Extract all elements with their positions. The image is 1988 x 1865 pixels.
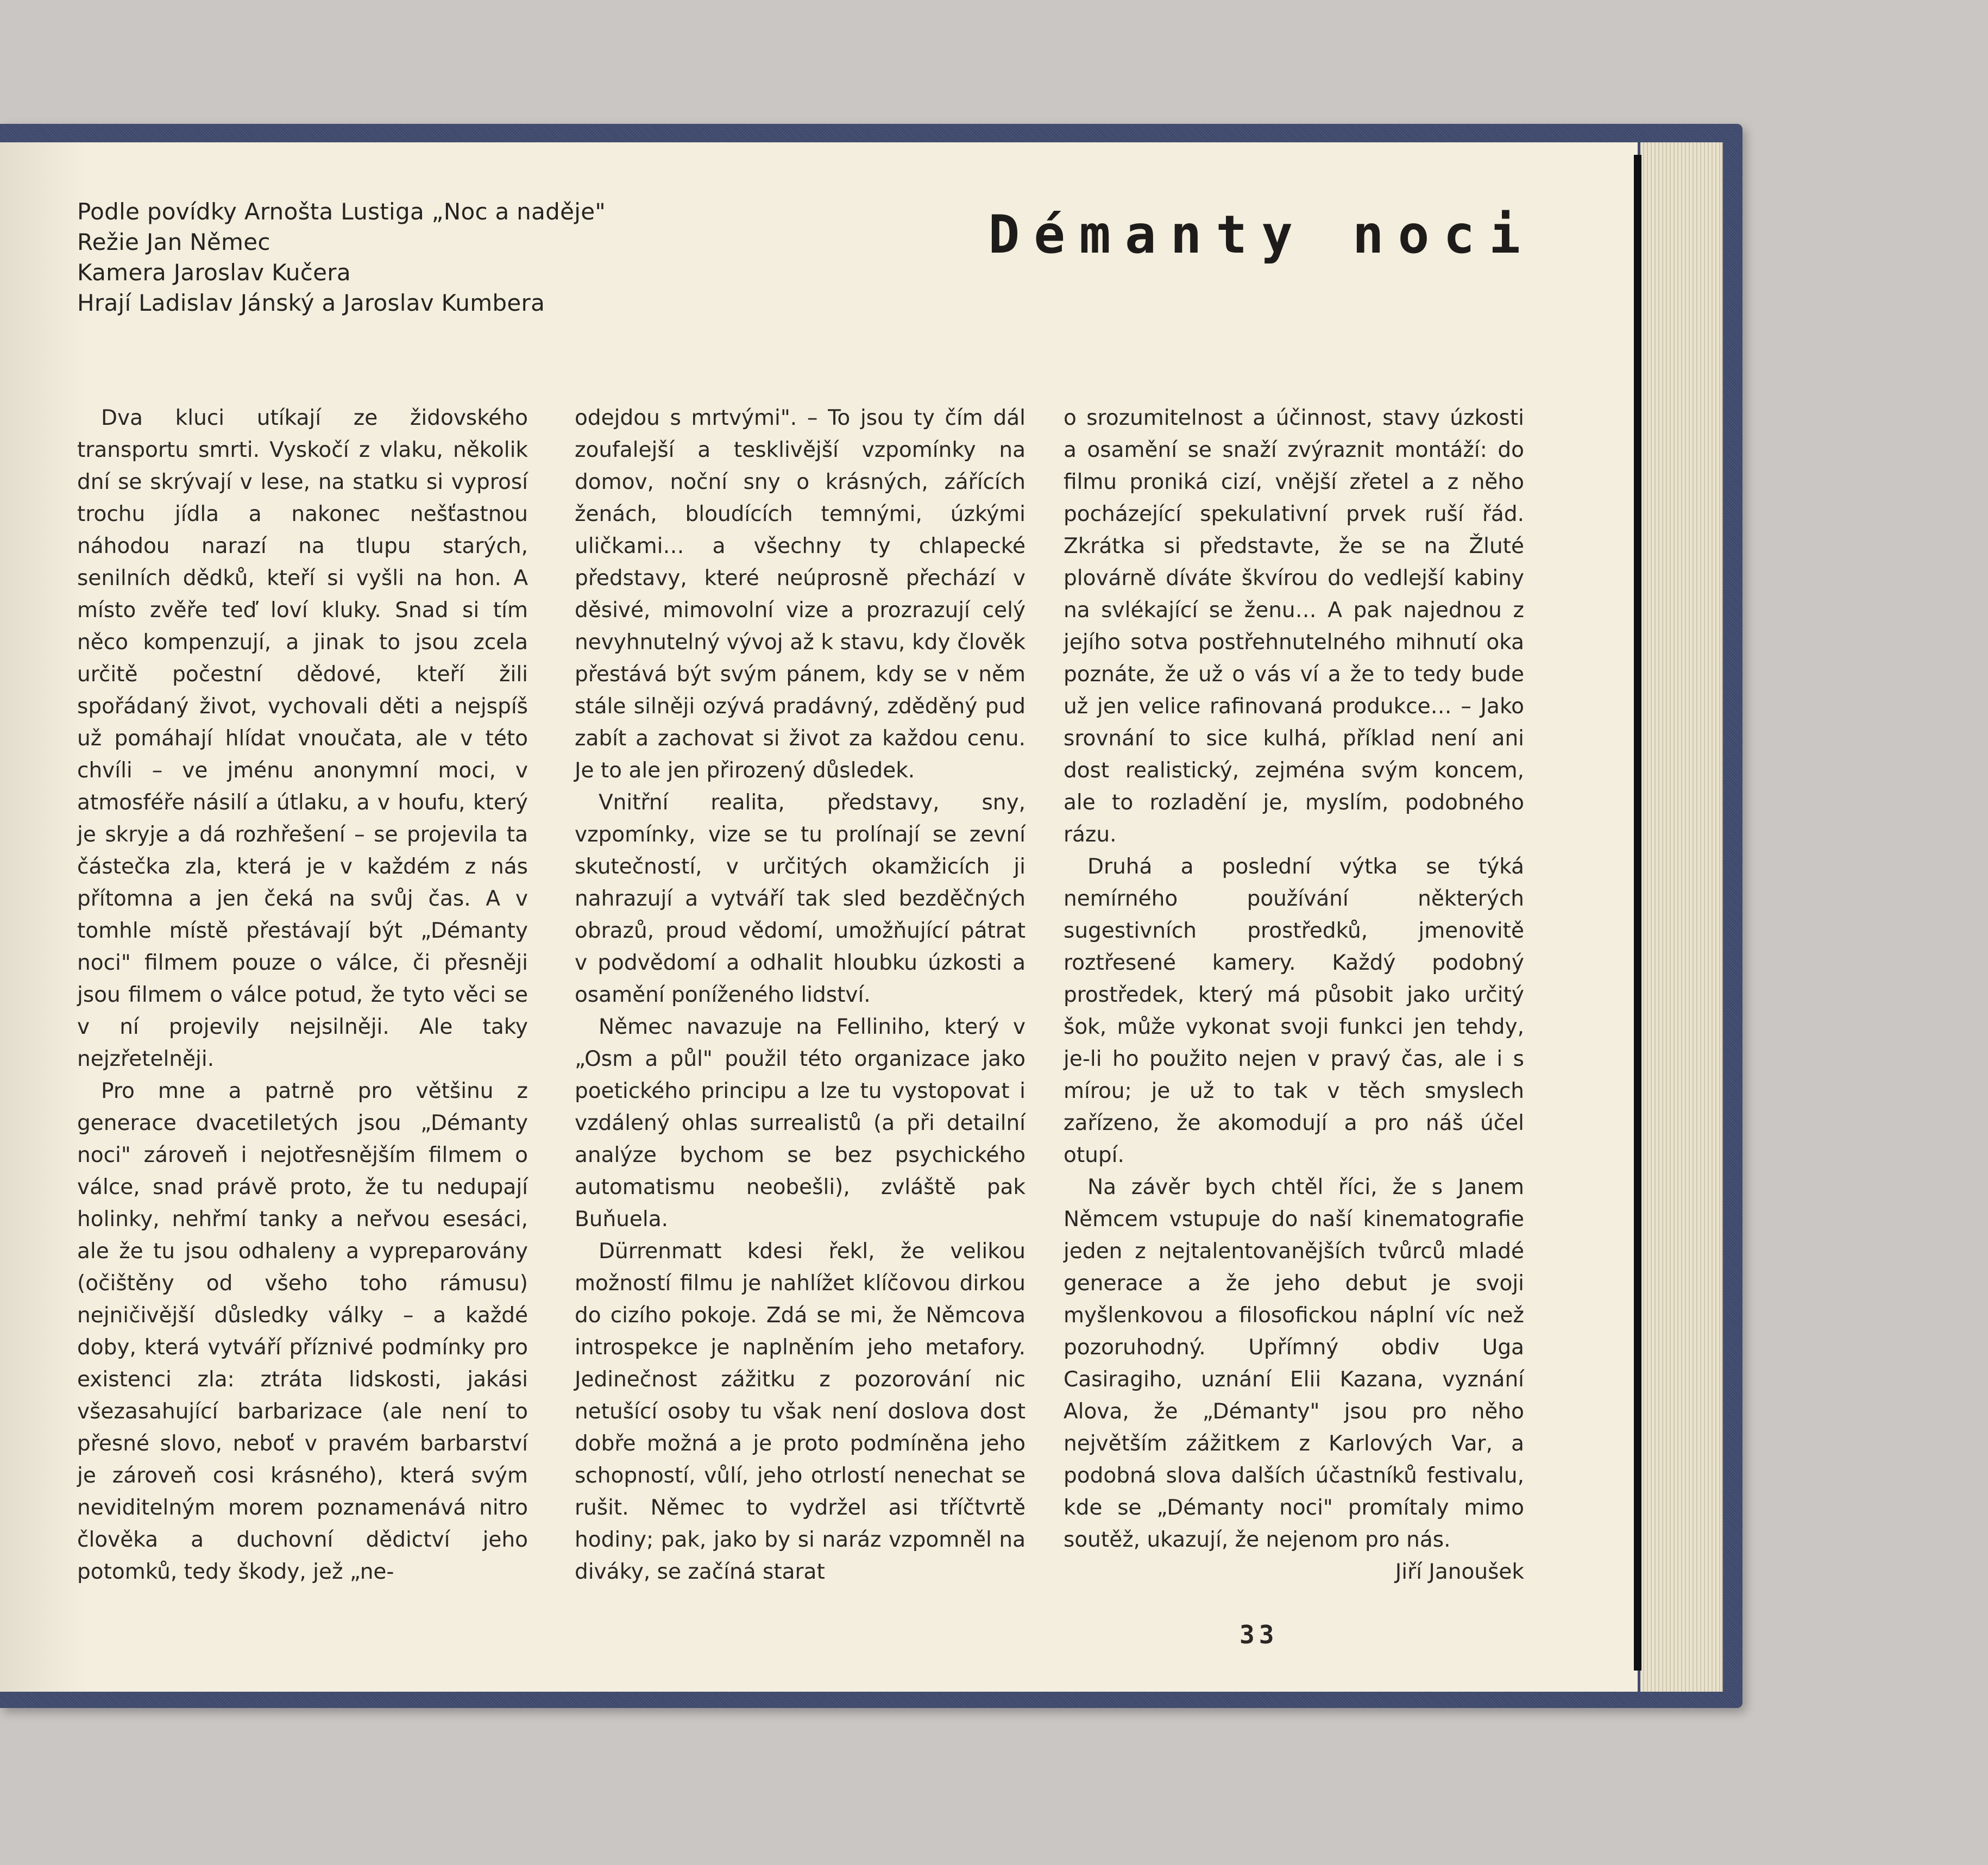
article-title: Démanty noci xyxy=(988,204,1534,265)
paragraph: Dürrenmatt kdesi řekl, že velikou možností filmu je nahlížet klíčovou dirkou do cizího pokoje. Zdá se mi, že Němcova introspekce je naplněním jeho metafory. Jedinečnost zážitku z pozorování nic netušící osoby tu však není doslova dost dobře možná a je proto podmíněna jeho schopností, vůlí, jeho otrlostí nenechat se rušit. Němec to vydržel asi tříčtvrtě hodiny; pak, jako by si naráz vzpomněl na diváky, se začíná starat xyxy=(575,1239,1026,1584)
paragraph: Vnitřní realita, představy, sny, vzpomínky, vize se tu prolínají se zevní skutečností, v určitých okamžicích ji nahrazují a vytváří tak sled bezděčných obrazů, proud vědomí, umožňující pátrat v podvědomí a odhalit hloubku úzkosti a osamění poníženého lidství. xyxy=(575,790,1026,1007)
paragraph: odejdou s mrtvými". – To jsou ty čím dál zoufalejší a tesklivější vzpomínky na domov, noční sny o krásných, zářících ženách, bloudících temnými, úzkými uličkami… a všechny ty chlapecké představy, které neúprosně přechází v děsivé, mimovolní vize a prozrazují celý nevyhnutelný vývoj až k stavu, kdy člověk přestává být svým pánem, kdy se v něm stále silněji ozývá pradávný, zděděný pud zabít a zachovat si život za každou cenu. Je to ale jen přirozený důsledek. xyxy=(575,406,1026,783)
page-edge-rule xyxy=(1634,155,1641,1671)
page-edges xyxy=(1640,142,1723,1692)
credit-camera: Kamera Jaroslav Kučera xyxy=(77,259,351,286)
paragraph: o srozumitelnost a účinnost, stavy úzkosti a osamění se snaží zvýraznit montáží: do filmu proniká cizí, vnější zřetel a z něho pocházející spekulativní prvek ruší řád. Zkrátka si představte, že se na Žluté plovárně díváte škvírou do vedlejší kabiny na svlékající se ženu… A pak najednou z jejího sotva postřehnutelného mihnutí oka poznáte, že už o vás ví a že to tedy bude už jen velice rafinovaná produkce… – Jako srovnání to sice kulhá, příklad není ani dost realistický, zejména svým koncem, ale to rozladění je, myslím, podobného rázu. xyxy=(1064,406,1524,847)
credit-director: Režie Jan Němec xyxy=(77,229,270,255)
page-number: 33 xyxy=(1240,1620,1279,1649)
text-column-1 xyxy=(77,402,528,1588)
paragraph: Druhá a poslední výtka se týká nemírného používání některých sugestivních prostředků, jmenovitě roztřesené kamery. Každý podobný prostředek, který má působit jako určitý šok, může vykonat svoji funkci jen tehdy, je-li ho použito nejen v pravý čas, ale i s mírou; je už to tak v těch smyslech zařízeno, že akomodují a pro náš účel otupí. xyxy=(1064,855,1524,1167)
text-column-3 xyxy=(1064,402,1524,1588)
paragraph: Pro mne a patrně pro většinu z generace dvacetiletých jsou „Démanty noci" zároveň i nejotřesnějším filmem o válce, snad právě proto, že tu nedupají holinky, nehřmí tanky a neřvou esesáci, ale že tu jsou odhaleny a vypreparovány (očištěny od všeho toho rámusu) nejničivější důsledky války – a každé doby, která vytváří příznivé podmínky pro existenci zla: ztráta lidskosti, jakási všezasahující barbarizace (ale není to přesné slovo, neboť v pravém barbarství je zároveň cosi krásného), která svým neviditelným morem poznamenává nitro člověka a duchovní dědictví jeho potomků, tedy škody, jež „ne- xyxy=(77,1079,528,1584)
author-signature: Jiří Janoušek xyxy=(1395,1560,1524,1584)
credit-source: Podle povídky Arnošta Lustiga „Noc a naděje" xyxy=(77,198,606,225)
paragraph xyxy=(1064,1171,1524,1584)
film-credits xyxy=(77,197,702,318)
credit-cast: Hrají Ladislav Jánský a Jaroslav Kumbera xyxy=(77,290,545,316)
paragraph: Němec navazuje na Felliniho, který v „Osm a půl" použil této organizace jako poetického principu a lze tu vystopovat i vzdálený ohlas surrealistů (a při detailní analýze bychom se bez psychického automatismu neobešli), zvláště pak Buňuela. xyxy=(575,1015,1026,1232)
paragraph-text: Na závěr bych chtěl říci, že s Janem Němcem vstupuje do naší kinematografie jeden z nejtalentovanějších tvůrců mladé generace a že jeho debut je svoji myšlenkovou a filosofickou náplní víc než pozoruhodný. Upřímný obdiv Uga Casiragiho, uznání Elii Kazana, vyznání Alova, že „Démanty" jsou pro něho největším zážitkem z Karlových Var, a podobná slova dalších účastníků festivalu, kde se „Démanty noci" promítaly mimo soutěž, ukazují, že nejenom pro nás. xyxy=(1064,1175,1524,1552)
paragraph: Dva kluci utíkají ze židovského transportu smrti. Vyskočí z vlaku, několik dní se skrývají v lese, na statku si vyprosí trochu jídla a nakonec nešťastnou náhodou narazí na tlupu starých, senilních dědků, kteří si vyšli na hon. A místo zvěře teď loví kluky. Snad si tím něco kompenzují, a jinak to jsou zcela určitě počestní dědové, kteří žili spořádaný život, vychovali děti a nejspíš už pomáhají hlídat vnoučata, ale v této chvíli – ve jménu anonymní moci, v atmosféře násilí a útlaku, a v houfu, který je skryje a dá rozhřešení – se projevila ta částečka zla, která je v každém z nás přítomna a jen čeká na svůj čas. A v tomhle místě přestávají být „Démanty noci" filmem pouze o válce, či přesněji jsou filmem o válce potud, že tyto věci se v ní projevily nejsilněji. Ale taky nejzřetelněji. xyxy=(77,406,528,1071)
text-column-2 xyxy=(575,402,1026,1588)
